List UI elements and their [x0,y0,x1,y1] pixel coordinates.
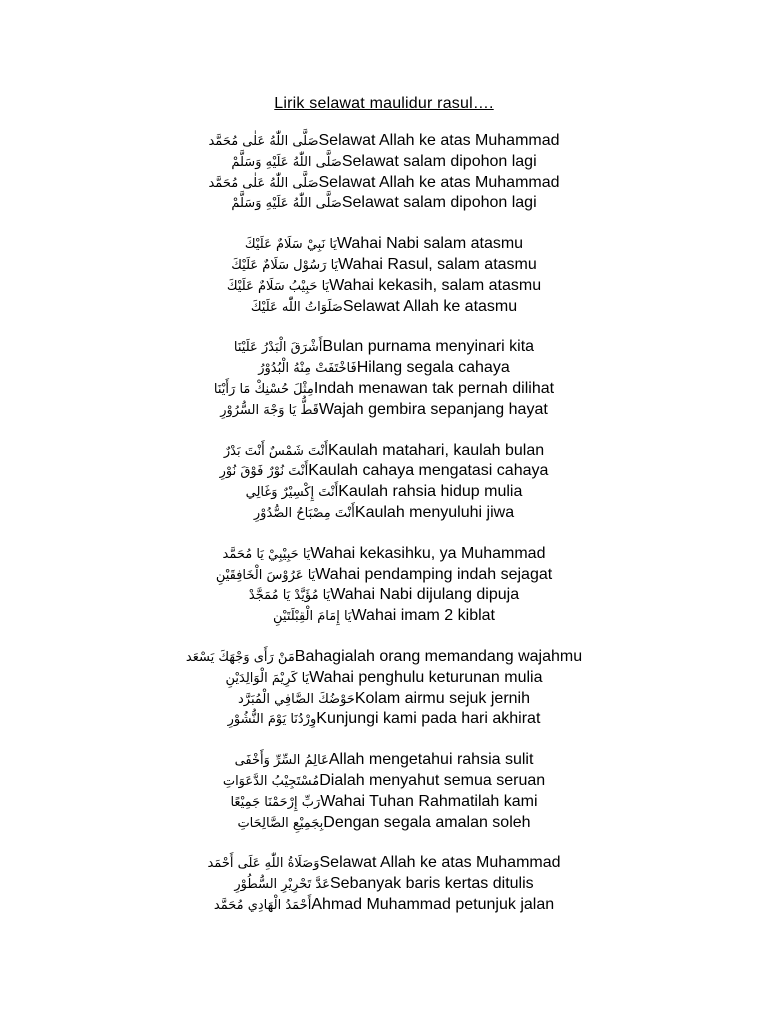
malay-text: Kolam airmu sejuk jernih [354,689,531,707]
arabic-text: أَنْتَ إِكْسِيْرٌ وَغَالِي [245,485,339,501]
malay-text: Wahai Rasul, salam atasmu [338,255,537,273]
arabic-text: يَا نَبِيْ سَلَامٌ عَلَيْكَ [244,237,337,253]
arabic-text: بِجَمِيْعِ الصَّالِحَاتِ [237,815,324,831]
lyric-line [0,710,768,731]
arabic-text: وِرْدُنَا يَوْمَ النُّشُوْرِ [227,712,317,728]
lyric-line [0,751,768,772]
arabic-text: حَوْضُكَ الصَّافِي الْمُبَرَّد [237,691,355,707]
malay-text: Selawat salam dipohon lagi [341,194,537,212]
arabic-text: يَا إِمَامَ الْقِبْلَتَيْنِ [273,609,352,625]
arabic-text: صَلَّى اللّٰهُ عَلَيْهِ وَسَلَّمْ [231,196,342,212]
arabic-text: فَاخْتَفَتْ مِنْهُ الْبُدُوْرُ [258,361,357,377]
malay-text: Kaulah menyuluhi jiwa [354,503,515,521]
lyric-line [0,772,768,793]
arabic-text: صَلَّى اللّٰهُ عَلٰى مُحَمَّد [208,134,319,149]
malay-text: Selawat salam dipohon lagi [341,152,537,170]
malay-text: Selawat Allah ke atas Muhammad [318,132,560,149]
lyric-line [0,814,768,835]
stanza [0,648,768,731]
lyric-line [0,690,768,711]
lyric-line [0,359,768,380]
malay-text: Wahai Tuhan Rahmatilah kami [320,792,538,810]
arabic-text: رَبِّ إِرْحَمْنَا جَمِيْعًا [230,794,321,810]
stanza [0,442,768,525]
lyric-line [0,380,768,401]
lyric-line [0,504,768,525]
malay-text: Selawat Allah ke atas Muhammad [318,173,560,191]
arabic-text: وَصَلَاةُ اللّٰهِ عَلَى أَحْمَد [207,856,320,872]
arabic-text: أَنْتَ شَمْسٌ أَنْتَ بَدْرٌ [223,443,328,459]
lyric-line [0,793,768,814]
lyric-line [0,153,768,174]
lyric-line [0,607,768,628]
page-title: Lirik selawat maulidur rasul…. [274,95,494,112]
arabic-text: أَحْمَدُ الْهَادِي مُحَمَّد [213,897,312,913]
stanza [0,338,768,421]
lyric-line [0,277,768,298]
lyrics-body [0,132,768,937]
lyric-line [0,338,768,359]
lyric-line [0,483,768,504]
stanza [0,235,768,318]
malay-text: Bahagialah orang memandang wajahmu [294,647,583,665]
malay-text: Kaulah rahsia hidup mulia [338,483,523,501]
malay-text: Hilang segala cahaya [356,359,510,377]
lyric-line [0,235,768,256]
malay-text: Wajah gembira sepanjang hayat [318,400,548,418]
malay-text: Kaulah matahari, kaulah bulan [327,441,545,459]
lyric-line [0,896,768,917]
lyric-line [0,648,768,669]
lyric-line [0,669,768,690]
lyric-line [0,875,768,896]
stanza [0,545,768,628]
arabic-text: يَا عَرُوْسَ الْخَافِقَيْنِ [215,567,316,583]
stanza [0,751,768,834]
arabic-text: يَا رَسُوْل سَلَامٌ عَلَيْكَ [231,257,339,273]
stanza [0,132,768,215]
arabic-text: يَا حَبِيْبُ سَلَامٌ عَلَيْكَ [226,278,330,294]
arabic-text: صَلَوَاتُ اللّٰه عَلَيْكَ [250,299,343,315]
arabic-text: عَدَّ تَحْرِيْرِ السُّطُوْرِ [234,877,330,893]
arabic-text: أَنْتَ مِصْبَاحُ الصُّدُوْرِ [253,505,355,521]
malay-text: Sebanyak baris kertas ditulis [330,875,534,893]
malay-text: Wahai penghulu keturunan mulia [309,668,543,686]
malay-text: Selawat Allah ke atasmu [342,297,518,315]
malay-text: Indah menawan tak pernah dilihat [313,379,555,397]
malay-text: Wahai pendamping indah sejagat [315,565,553,583]
malay-text: Ahmad Muhammad petunjuk jalan [311,895,555,913]
arabic-text: أَنْتَ نُوْرٌ فَوْقَ نُوْرِ [219,464,309,480]
malay-text: Wahai kekasihku, ya Muhammad [310,544,546,562]
lyric-line [0,132,768,153]
lyric-line [0,586,768,607]
arabic-text: يَا كَرِيْمَ الْوَالِدَيْنِ [225,670,310,686]
arabic-text: أَشْرَقَ الْبَدْرُ عَلَيْنَا [233,340,323,356]
stanza [0,854,768,916]
arabic-text: عَالِمُ السِّرِّ وَأَخْفَى [234,753,329,769]
arabic-text: يَا مُؤَيَّدْ يَا مُمَجَّدْ [248,588,331,604]
malay-text: Dengan segala amalan soleh [323,813,531,831]
arabic-text: مُسْتَجِيْبُ الدَّعَوَاتِ [222,773,320,789]
malay-text: Allah mengetahui rahsia sulit [328,751,534,769]
malay-text: Wahai Nabi salam atasmu [336,235,524,253]
lyric-line [0,854,768,875]
malay-text: Selawat Allah ke atas Muhammad [319,854,561,872]
lyric-line [0,256,768,277]
arabic-text: صَلَّى اللّٰهُ عَلَيْهِ وَسَلَّمْ [231,154,342,170]
arabic-text: مِثْلَ حُسْنِكْ مَا رَأَيْنَا [213,381,314,397]
malay-text: Dialah menyahut semua seruan [319,771,546,789]
arabic-text: قَطُّ يَا وَجْهَ السُّرُوْرِ [220,402,319,418]
malay-text: Kunjungi kami pada hari akhirat [316,710,541,728]
lyric-line [0,545,768,566]
lyric-line [0,401,768,422]
malay-text: Wahai imam 2 kiblat [351,607,495,625]
malay-text: Wahai Nabi dijulang dipuja [330,586,520,604]
malay-text: Kaulah cahaya mengatasi cahaya [308,462,549,480]
lyric-line [0,462,768,483]
lyric-line [0,194,768,215]
arabic-text: صَلَّى اللّٰهُ عَلٰى مُحَمَّد [208,175,319,191]
lyric-line [0,566,768,587]
lyric-line [0,298,768,319]
malay-text: Bulan purnama menyinari kita [322,338,535,356]
lyric-line [0,442,768,463]
malay-text: Wahai kekasih, salam atasmu [329,276,542,294]
arabic-text: يَا حَبِيْبِيْ يَا مُحَمَّد [222,546,311,562]
lyric-line [0,174,768,195]
arabic-text: مَنْ رَأَى وَجْهَكَ يَسْعَد [185,649,295,665]
